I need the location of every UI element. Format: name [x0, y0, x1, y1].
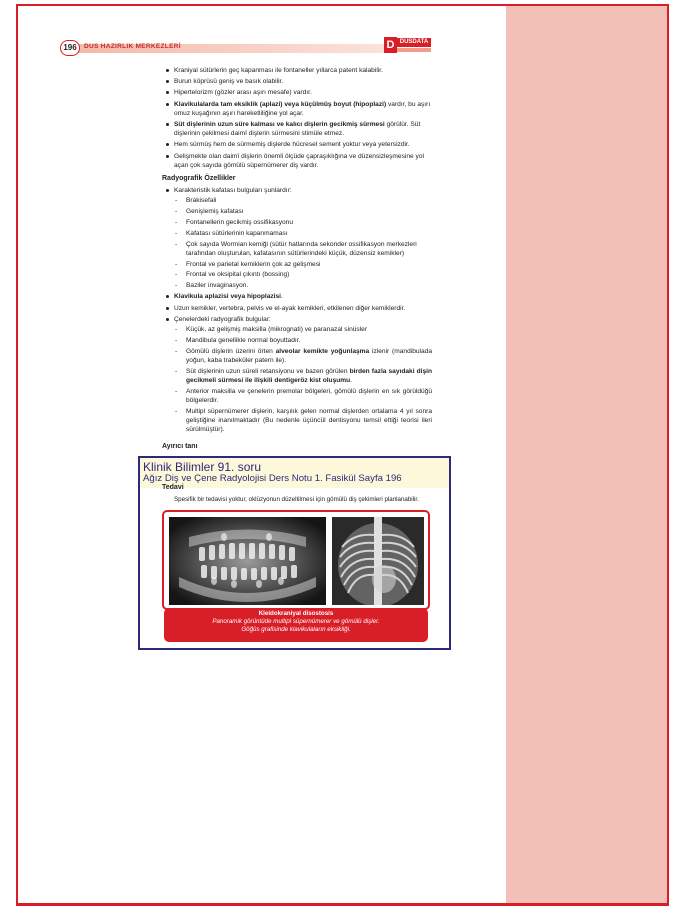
page-margin: [506, 6, 667, 903]
figure-caption: [164, 608, 428, 642]
list-item-text: vardır, bu aşırı omuz kuşağının aşırı hareketliliğine yol açar.: [174, 100, 431, 117]
sub-list-item: [174, 407, 432, 435]
section-title-treatment: Tedavi: [162, 484, 184, 491]
sub-list-item: - Kafatası sütürlerinin kapanmaması: [174, 229, 432, 238]
text-part: Küçük, az gelişmiş maksilla (mikrognati) ve paranazal sinüsler: [186, 326, 368, 334]
annotation-question: Klinik Bilimler 91. soru: [143, 460, 262, 474]
annotation-source: Ağız Diş ve Çene Radyolojisi Ders Notu 1. Fasikül Sayfa 196: [143, 473, 402, 484]
source-annotation-box: [138, 456, 451, 650]
caption-line: Panoramik görüntüde multipl süpernümerer ve gömülü dişler.: [212, 618, 380, 625]
caption-line: Göğüs grafisinde klavikulaların eksikliği.: [241, 626, 351, 633]
sub-list-item: - Çok sayıda Wormian kemiği (sütür hatlarında sekonder ossifikasyon merkezleri tarafından oluşturulan, kafatasının sütürlerindeki küçük, düzensiz kemikler): [174, 240, 432, 258]
section-title-differential: Ayırıcı tanı: [162, 443, 198, 450]
sub-list-item: [174, 325, 432, 334]
sub-list-item: - Baziler invaginasyon.: [174, 281, 432, 290]
skull-findings-list: [174, 196, 432, 290]
jaw-findings-list: [174, 325, 432, 434]
sub-list-item: [174, 347, 432, 365]
sub-list-item: - Genişlemiş kafatası: [174, 207, 432, 216]
text-part: Multipl süpernümerer dişlerin, karşılık gelen normal dişlerden ortalama 4 yıl sonra geliştiğine inanılmaktadır (Bu nedenle üçüncül dentisyonu temsil ettiği teorisi ileri sürülmüştür).: [186, 407, 432, 434]
bold-text: Klavikulalarda tam eksiklik (aplazi) veya küçülmüş boyut (hipoplazi): [174, 100, 387, 108]
list-item: [162, 186, 432, 290]
dusdata-logo: [384, 37, 432, 55]
treatment-text: Spesifik bir tedavisi yoktur, oklüzyonun düzeltilmesi için gömülü diş çekimleri planlanabilir.: [174, 496, 419, 503]
list-item: Hem sürmüş hem de sürmemiş dişlerde hücresel sement yoktur veya yetersizdir.: [162, 140, 432, 149]
list-item: Gelişmekte olan daimî dişlerin önemli ölçüde çapraşıklığına ve düzensizleşmesine yol açan çok sayıda gömülü süpernümerer diş vardır.: [162, 152, 432, 170]
text-part: Süt dişlerinin uzun süreli retansiyonu ve bazen görülen: [186, 367, 350, 375]
list-item-text: görülür. Süt dişlerinin çekilmesi daimî dişlerin sürmesini stimüle etmez.: [174, 121, 421, 138]
text-part: Mandibula genellikle normal boyuttadır.: [186, 336, 301, 344]
list-item: [162, 120, 432, 138]
text-part: .: [350, 376, 353, 384]
bottom-border: [16, 903, 669, 906]
page-number: 196: [60, 40, 80, 56]
jaw-intro: Çenelerdeki radyografik bulgular:: [174, 315, 271, 323]
text-part: izlenir (mandibulada yoğun, kaba trabeküler patern ile).: [186, 347, 433, 364]
feature-list: [162, 66, 432, 170]
list-item: Hipertelorizm (gözler arası aşırı mesafe) vardır.: [162, 88, 432, 97]
list-item: [162, 100, 432, 118]
sub-list-item: [174, 367, 432, 385]
list-item: Kraniyal sütürlerin geç kapanması ile fontaneller yıllarca patent kalabilir.: [162, 66, 432, 75]
sub-list-item: - Fontanellerin gecikmiş ossifikasyonu: [174, 218, 432, 227]
caption-title: Kleidokraniyal disostosis: [258, 610, 334, 617]
bold-text: Süt dişlerinin uzun süre kalması ve kalıcı dişlerin gecikmiş sürmesi: [174, 121, 385, 129]
sub-list-item: [174, 336, 432, 345]
list-item: Uzun kemikler, vertebra, pelvis ve el-ayak kemikleri, etkilenen diğer kemiklerdir.: [162, 304, 432, 313]
bold-text: alveolar kemikte yoğunlaşma: [275, 347, 370, 355]
chest-xray-image: [332, 517, 424, 605]
text-part: Gömülü dişlerin üzerini örten: [186, 347, 276, 355]
annotation-header: [140, 458, 449, 488]
sub-list-item: - Brakisefali: [174, 196, 432, 205]
list-item: [162, 315, 432, 434]
logo-word: DUSDATA: [397, 38, 431, 47]
skull-intro: Karakteristik kafatası bulguları şunlardır:: [174, 187, 292, 195]
list-item: Burun köprüsü geniş ve basık olabilir.: [162, 77, 432, 86]
panoramic-xray-image: [169, 517, 326, 605]
radiograph-figure: [162, 510, 430, 610]
bold-text: Klavikula aplazisi veya hipoplazisi: [174, 293, 282, 301]
sub-list-item: - Frontal ve oksipital çıkıntı (bossing): [174, 270, 432, 279]
list-item: [162, 292, 432, 301]
bold-text: birden fazla sayıdaki dişin gecikmeli sürmesi ile ilişkili dentigeröz kist oluşumu: [186, 367, 432, 384]
logo-underbar: [397, 48, 431, 52]
sub-list-item: - Frontal ve parietal kemiklerin çok az gelişmesi: [174, 260, 432, 269]
list-item-text: .: [281, 293, 283, 301]
section-title-radiographic: Radyografik Özellikler: [162, 175, 236, 183]
text-part: Anterior maksilla ve çenelerin premolar bölgeleri, gömülü dişlerin en sık görüldüğü bölgelerdir.: [186, 387, 432, 404]
logo-letter: D: [384, 37, 397, 53]
sub-list-item: [174, 387, 432, 405]
header-title: DUS HAZIRLIK MERKEZLERİ: [84, 43, 181, 50]
radiographic-list: [162, 186, 432, 434]
main-content: [162, 66, 432, 436]
